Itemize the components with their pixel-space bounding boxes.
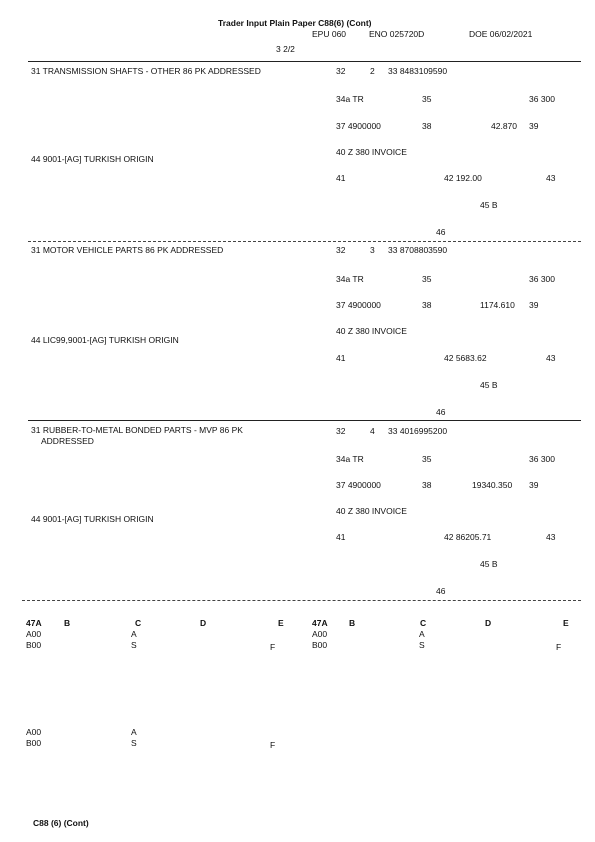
additional-info: 44 LIC99,9001-[AG] TURKISH ORIGIN — [31, 335, 179, 345]
gross-mass-label: 35 — [422, 454, 432, 464]
tax-header-amount: D — [485, 618, 492, 628]
tax-rate-code: S — [419, 640, 425, 650]
tax-type-code: B00 — [26, 640, 42, 650]
item-divider — [28, 420, 581, 421]
origin-country: 34a TR — [336, 94, 364, 104]
tax-header-mop: E — [278, 618, 284, 628]
commodity-code: 33 4016995200 — [388, 426, 448, 436]
net-mass-value: 19340.350 — [472, 480, 513, 490]
tax-type-code: A00 — [312, 629, 328, 639]
tax-type-code: A00 — [26, 727, 42, 737]
procedure-code: 37 4900000 — [336, 121, 381, 131]
tax-header-mop: E — [563, 618, 569, 628]
description-field: 31 TRANSMISSION SHAFTS - OTHER 86 PK ADDRESSED — [31, 66, 261, 76]
description-continued: ADDRESSED — [41, 436, 94, 446]
tax-mop-code: F — [270, 642, 276, 652]
tax-header-type: 47A — [26, 618, 42, 628]
description-field: 31 MOTOR VEHICLE PARTS 86 PK ADDRESSED — [31, 245, 224, 255]
quota-label: 39 — [529, 121, 539, 131]
item-price: 42 86205.71 — [444, 532, 492, 542]
epu-field: EPU 060 — [312, 29, 347, 39]
tax-type-code: A00 — [26, 629, 42, 639]
tax-mop-code: F — [270, 740, 276, 750]
previous-document: 40 Z 380 INVOICE — [336, 506, 407, 516]
eno-field: ENO 025720D — [369, 29, 425, 39]
form-title: Trader Input Plain Paper C88(6) (Cont) — [218, 18, 372, 28]
gross-mass-label: 35 — [422, 274, 432, 284]
tax-header-rate: C — [420, 618, 427, 628]
statistical-value-label: 46 — [436, 586, 446, 596]
valuation-label: 43 — [546, 532, 556, 542]
quota-label: 39 — [529, 480, 539, 490]
item-number-value: 2 — [370, 66, 375, 76]
supplementary-units-label: 41 — [336, 353, 346, 363]
supplementary-units-label: 41 — [336, 532, 346, 542]
net-mass-value: 42.870 — [491, 121, 517, 131]
item-number-label: 32 — [336, 426, 346, 436]
tax-header-type: 47A — [312, 618, 328, 628]
tax-header-base: B — [64, 618, 71, 628]
procedure-code: 37 4900000 — [336, 480, 381, 490]
tax-rate-code: S — [131, 640, 137, 650]
preference-field: 36 300 — [529, 274, 555, 284]
previous-document: 40 Z 380 INVOICE — [336, 326, 407, 336]
tax-type-code: B00 — [26, 738, 42, 748]
preference-field: 36 300 — [529, 94, 555, 104]
net-mass-label: 38 — [422, 121, 432, 131]
tax-mop-code: F — [556, 642, 562, 652]
additional-info: 44 9001-[AG] TURKISH ORIGIN — [31, 514, 154, 524]
net-mass-label: 38 — [422, 300, 432, 310]
item-divider — [28, 61, 581, 62]
previous-document: 40 Z 380 INVOICE — [336, 147, 407, 157]
origin-country: 34a TR — [336, 454, 364, 464]
gross-mass-label: 35 — [422, 94, 432, 104]
tax-rate-code: A — [419, 629, 425, 639]
tax-divider — [22, 600, 581, 601]
item-divider — [28, 241, 581, 242]
commodity-code: 33 8483109590 — [388, 66, 448, 76]
net-mass-label: 38 — [422, 480, 432, 490]
tax-header-amount: D — [200, 618, 207, 628]
page-number: 3 2/2 — [276, 44, 295, 54]
statistical-value-label: 46 — [436, 227, 446, 237]
tax-header-base: B — [349, 618, 356, 628]
procedure-code: 37 4900000 — [336, 300, 381, 310]
origin-country: 34a TR — [336, 274, 364, 284]
description-field: 31 RUBBER-TO-METAL BONDED PARTS - MVP 86 PK — [31, 425, 243, 435]
tax-method: 45 B — [480, 200, 498, 210]
commodity-code: 33 8708803590 — [388, 245, 448, 255]
supplementary-units-label: 41 — [336, 173, 346, 183]
tax-method: 45 B — [480, 559, 498, 569]
form-footer: C88 (6) (Cont) — [33, 818, 89, 828]
net-mass-value: 1174.610 — [480, 300, 515, 310]
tax-rate-code: S — [131, 738, 137, 748]
quota-label: 39 — [529, 300, 539, 310]
item-number-label: 32 — [336, 66, 346, 76]
item-price: 42 5683.62 — [444, 353, 487, 363]
valuation-label: 43 — [546, 353, 556, 363]
item-number-value: 4 — [370, 426, 375, 436]
valuation-label: 43 — [546, 173, 556, 183]
doe-field: DOE 06/02/2021 — [469, 29, 533, 39]
additional-info: 44 9001-[AG] TURKISH ORIGIN — [31, 154, 154, 164]
tax-type-code: B00 — [312, 640, 328, 650]
item-price: 42 192.00 — [444, 173, 482, 183]
tax-rate-code: A — [131, 727, 137, 737]
item-number-label: 32 — [336, 245, 346, 255]
tax-method: 45 B — [480, 380, 498, 390]
preference-field: 36 300 — [529, 454, 555, 464]
item-number-value: 3 — [370, 245, 375, 255]
tax-rate-code: A — [131, 629, 137, 639]
tax-header-rate: C — [135, 618, 142, 628]
statistical-value-label: 46 — [436, 407, 446, 417]
